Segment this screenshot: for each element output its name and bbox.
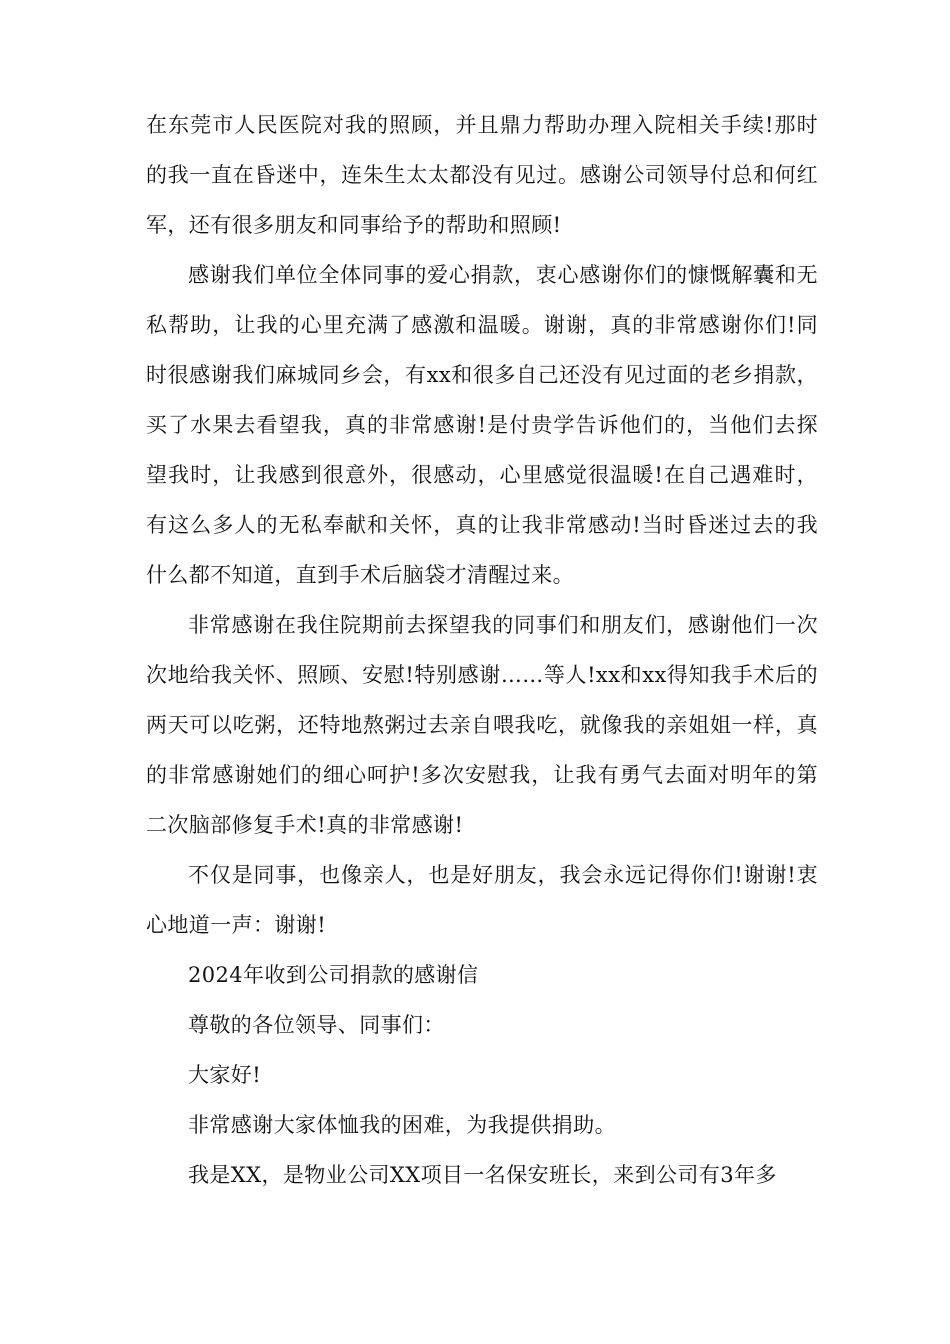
paragraph-2: 感谢我们单位全体同事的爱心捐款，衷心感谢你们的慷慨解囊和无私帮助，让我的心里充满了感激和温暖。谢谢，真的非常感谢你们!同时很感谢我们麻城同乡会，有xx和很多自己还没有见过面的老乡捐款，买了水果去看望我，真的非常感谢!是付贵学告诉他们的，当他们去探望我时，让我感到很意外，很感动，心里感觉很温暖!在自己遇难时，有这么多人的无私奉献和关怀，真的让我非常感动!当时昏迷过去的我什么都不知道，直到手术后脑袋才清醒过来。 bbox=[146, 263, 818, 587]
paragraph-intro: 我是XX，是物业公司XX项目一名保安班长，来到公司有3年多 bbox=[188, 1163, 777, 1187]
paragraph-4: 不仅是同事，也像亲人，也是好朋友，我会永远记得你们!谢谢!衷心地道一声：谢谢! bbox=[146, 863, 818, 937]
letter-title: 2024年收到公司捐款的感谢信 bbox=[188, 963, 479, 987]
paragraph-1: 在东莞市人民医院对我的照顾，并且鼎力帮助办理入院相关手续!那时的我一直在昏迷中，连朱生太太都没有见过。感谢公司领导付总和何红军，还有很多朋友和同事给予的帮助和照顾! bbox=[146, 113, 818, 237]
greeting: 大家好! bbox=[188, 1063, 262, 1087]
salutation: 尊敬的各位领导、同事们： bbox=[188, 1013, 445, 1037]
paragraph-3: 非常感谢在我住院期前去探望我的同事们和朋友们，感谢他们一次次地给我关怀、照顾、安慰!特别感谢……等人!xx和xx得知我手术后的两天可以吃粥，还特地熬粥过去亲自喂我吃，就像我的亲姐姐一样，真的非常感谢她们的细心呵护!多次安慰我，让我有勇气去面对明年的第二次脑部修复手术!真的非常感谢! bbox=[146, 613, 818, 837]
paragraph-thanks: 非常感谢大家体恤我的困难，为我提供捐助。 bbox=[188, 1113, 616, 1137]
document-body bbox=[146, 100, 818, 1200]
